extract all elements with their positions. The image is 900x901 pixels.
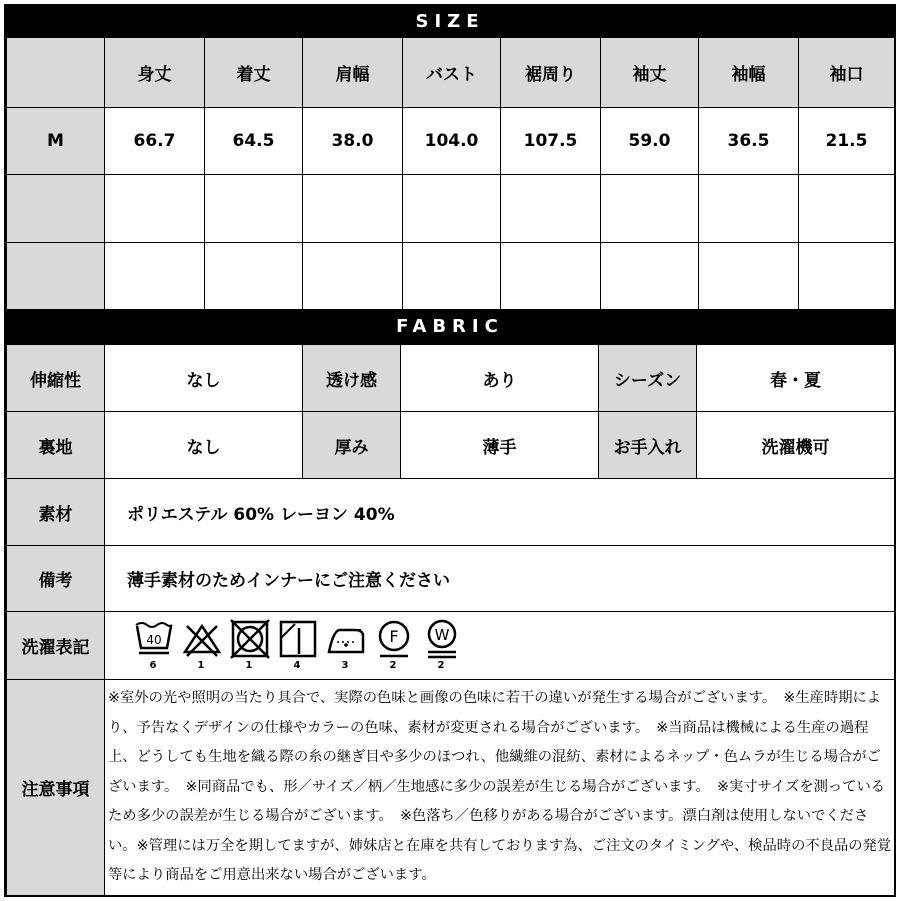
size-value (205, 175, 303, 243)
season-label: シーズン (599, 345, 697, 412)
size-value (403, 243, 501, 310)
size-value (699, 175, 799, 243)
material-label: 素材 (7, 479, 105, 546)
size-value: 107.5 (501, 108, 601, 175)
size-fabric-sheet (4, 4, 896, 897)
care-number: 6 (149, 659, 157, 671)
size-col-header: 袖口 (799, 38, 895, 108)
care-number: 3 (341, 659, 349, 671)
size-value (105, 243, 205, 310)
size-col-header: 袖幅 (699, 38, 799, 108)
table-row (7, 479, 895, 546)
size-value: 104.0 (403, 108, 501, 175)
wash-40-icon (133, 618, 181, 674)
season-value: 春・夏 (697, 345, 895, 412)
sheer-label: 透け感 (303, 345, 401, 412)
line-dry-icon (277, 618, 325, 674)
table-row (7, 680, 895, 896)
size-col-header: 身丈 (105, 38, 205, 108)
no-bleach-icon (181, 618, 229, 674)
table-row (7, 175, 895, 243)
size-value: 66.7 (105, 108, 205, 175)
size-value: 36.5 (699, 108, 799, 175)
notes-label: 注意事項 (7, 680, 105, 896)
remarks-label: 備考 (7, 546, 105, 612)
care-number: 2 (389, 659, 397, 671)
size-value: 38.0 (303, 108, 403, 175)
dry-clean-f-icon (373, 618, 421, 674)
size-row-label (7, 175, 105, 243)
washing-label: 洗濯表記 (7, 612, 105, 680)
care-value: 洗濯機可 (697, 412, 895, 479)
size-value: 64.5 (205, 108, 303, 175)
size-header-row (7, 38, 895, 108)
care-number: 4 (293, 659, 301, 671)
iron-low-icon (325, 618, 373, 674)
size-value (501, 175, 601, 243)
notes-text: ※室外の光や照明の当たり具合で、実際の色味と画像の色味に若干の違いが発生する場合がございます。 ※生産時期により、予告なくデザインの仕様やカラーの色味、素材が変更される場合がございます。 ※当商品は機械による生産の過程上、どうしても生地を織る際の糸の継ぎ目や多少のほつれ、他繊維の混紡、素材によるネップ・色ムラが生じる場合がございます。 ※同商品でも、形／サイズ／柄／生地感に多少の誤差が生じる場合がございます。 ※実寸サイズを測っているため多少の誤差が生じる場合がございます。 ※色落ち／色移りがある場合がございます。漂白剤は使用しないでください。※管理には万全を期してますが、姉妹店と在庫を共有しております為、ご注文のタイミングや、検品時の不良品の発覚等により商品をご用意出来ない場合がございます。 (105, 680, 895, 896)
size-value: 21.5 (799, 108, 895, 175)
washing-symbols (105, 618, 894, 674)
fabric-header: FABRIC (6, 309, 894, 344)
size-value (205, 243, 303, 310)
wet-clean-w-icon (421, 618, 469, 674)
size-value (303, 243, 403, 310)
stretch-label: 伸縮性 (7, 345, 105, 412)
stretch-value: なし (105, 345, 303, 412)
size-header: SIZE (6, 6, 894, 37)
dry-clean-letter: F (389, 626, 399, 646)
fabric-table (6, 344, 895, 896)
size-col-header: 肩幅 (303, 38, 403, 108)
size-table (6, 37, 895, 310)
size-value (699, 243, 799, 310)
material-value: ポリエステル 60% レーヨン 40% (105, 479, 895, 546)
table-row (7, 108, 895, 175)
size-value (105, 175, 205, 243)
care-number: 2 (437, 659, 445, 671)
size-value (799, 175, 895, 243)
table-row (7, 243, 895, 310)
wash-temp-text: 40 (146, 632, 162, 647)
sheer-value: あり (401, 345, 599, 412)
table-row (7, 612, 895, 680)
size-col-header: バスト (403, 38, 501, 108)
size-value (303, 175, 403, 243)
wet-clean-letter: W (434, 625, 450, 644)
table-row (7, 546, 895, 612)
size-value (501, 243, 601, 310)
no-tumble-dry-icon (229, 618, 277, 674)
care-number: 1 (245, 659, 253, 671)
size-value: 59.0 (601, 108, 699, 175)
table-row (7, 412, 895, 479)
size-corner-cell (7, 38, 105, 108)
lining-value: なし (105, 412, 303, 479)
size-row-label (7, 243, 105, 310)
size-col-header: 裾周り (501, 38, 601, 108)
size-col-header: 袖丈 (601, 38, 699, 108)
size-value (403, 175, 501, 243)
size-col-header: 着丈 (205, 38, 303, 108)
thickness-label: 厚み (303, 412, 401, 479)
size-value (601, 175, 699, 243)
table-row (7, 345, 895, 412)
thickness-value: 薄手 (401, 412, 599, 479)
care-label: お手入れ (599, 412, 697, 479)
remarks-value: 薄手素材のためインナーにご注意ください (105, 546, 895, 612)
lining-label: 裏地 (7, 412, 105, 479)
size-row-label: M (7, 108, 105, 175)
size-value (601, 243, 699, 310)
size-value (799, 243, 895, 310)
care-number: 1 (197, 659, 205, 671)
washing-symbols-cell (105, 612, 895, 680)
